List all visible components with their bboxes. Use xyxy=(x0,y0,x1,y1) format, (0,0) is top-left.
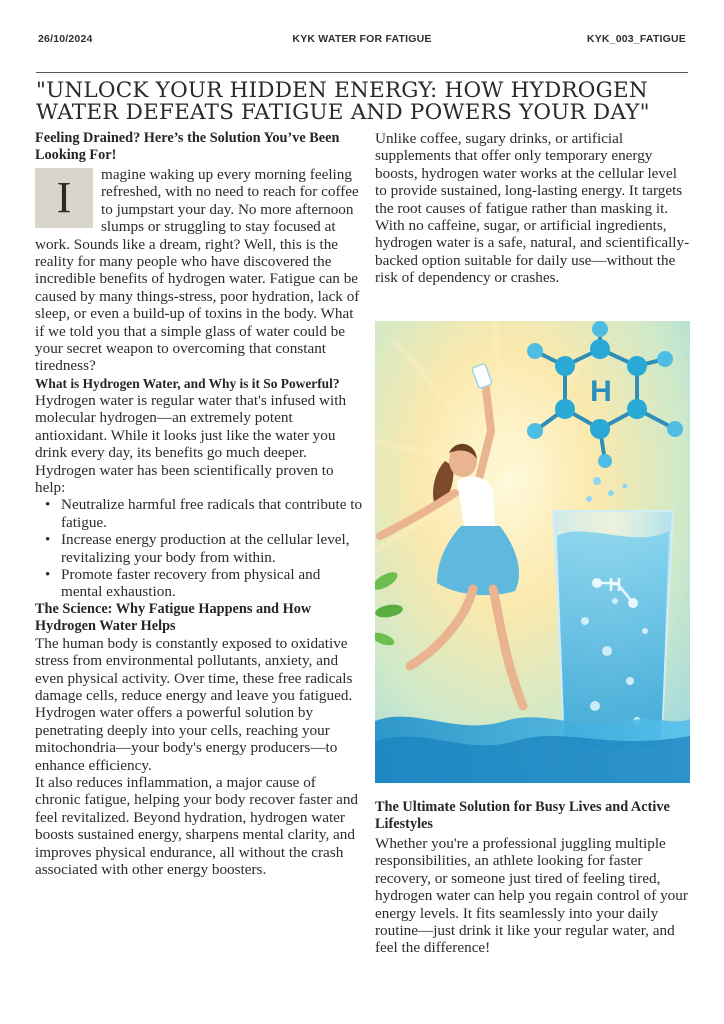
section-heading-busy-lives: The Ultimate Solution for Busy Lives and Active Lifestyles xyxy=(375,799,670,832)
right-column-top xyxy=(375,130,691,287)
water-glass-icon xyxy=(553,477,673,751)
paragraph-busy-lives: Whether you're a professional juggling multiple responsibilities, an athlete looking for faster recovery, or someone just tired of feeling tired, hydrogen water can help you regain control of your energy levels. It fits seamlessly into your daily routine—just drink it like your regular water, and feel the difference! xyxy=(375,835,688,957)
glass-letter: H xyxy=(608,575,622,595)
list-item: • Neutralize harmful free radicals that contribute to fatigue. xyxy=(61,496,365,531)
intro-text: magine waking up every morning feeling refreshed, with no need to reach for coffee to jumpstart your day. No more afternoon slumps or struggling to stay focused at work. Sounds like a dream, right? Well, this is the reality for many people who have discovered the incredible benefits of hydrogen water. Fatigue can be caused by many things-stress, poor hydration, lack of sleep, or even a build-up of toxins in the body. What if we told you that a simple glass of water could be your secret weapon to overcoming that constant tiredness? xyxy=(35,166,360,375)
benefits-list xyxy=(35,496,365,600)
list-item: • Increase energy production at the cellular level, revitalizing your body from within. xyxy=(61,531,365,566)
header-date: 26/10/2024 xyxy=(38,33,93,45)
water-wave-lower xyxy=(375,736,690,783)
paragraph-unlike-coffee: Unlike coffee, sugary drinks, or artificial supplements that offer only temporary energy boosts, hydrogen water works at the cellular level to provide sustained, long-lasting energy. It targets the root causes of fatigue rather than masking it. With no caffeine, sugar, or artificial ingredients, hydrogen water is a safe, natural, and scientifically-backed option suitable for daily use—without the risk of dependency or crashes. xyxy=(375,130,690,287)
paragraph-mitochondria: Hydrogen water offers a powerful solution by penetrating deeply into your cells, reaching your mitochondria—your body's energy producers—to enhance efficiency. xyxy=(35,704,338,774)
section-heading-science: The Science: Why Fatigue Happens and How Hydrogen Water Helps xyxy=(35,600,312,634)
drop-cap: I xyxy=(35,168,93,228)
left-column xyxy=(35,130,365,878)
header-title: KYK WATER FOR FATIGUE xyxy=(292,33,432,45)
header-code: KYK_003_FATIGUE xyxy=(586,33,686,45)
section-heading-what-is: What is Hydrogen Water, and Why is it So Powerful? xyxy=(35,375,340,391)
right-column-bottom xyxy=(375,799,691,957)
paragraph-inflammation: It also reduces inflammation, a major cause of chronic fatigue, helping your body recover faster and feel revitalized. Beyond hydration, hydrogen water boosts sustained energy, sharpens mental clarity, and improves physical endurance, all without the crash associated with other energy boosters. xyxy=(35,774,359,879)
section-heading-drained: Feeling Drained? Here’s the Solution You’ve Been Looking For! xyxy=(35,130,340,163)
article-title: "UNLOCK YOUR HIDDEN ENERGY: HOW HYDROGEN WATER DEFEATS FATIGUE AND POWERS YOUR DAY" xyxy=(36,78,650,125)
intro-paragraph xyxy=(35,166,365,375)
hydrogen-water-illustration xyxy=(375,321,690,783)
list-item: • Promote faster recovery from physical and mental exhaustion. xyxy=(61,566,365,601)
molecule-letter: H xyxy=(590,375,612,408)
paragraph-proven: Hydrogen water has been scientifically proven to help: xyxy=(35,461,334,496)
header-divider xyxy=(36,72,688,73)
paragraph-oxidative: The human body is constantly exposed to oxidative stress from environmental pollutants, anxiety, and even physical activity. Over time, these free radicals damage cells, reduce energy and leave you fatigued. xyxy=(35,634,353,704)
paragraph-what-is: Hydrogen water is regular water that's infused with molecular hydrogen—an extremely potent antioxidant. While it looks just like the water you drink every day, its benefits go much deeper. xyxy=(35,391,347,462)
